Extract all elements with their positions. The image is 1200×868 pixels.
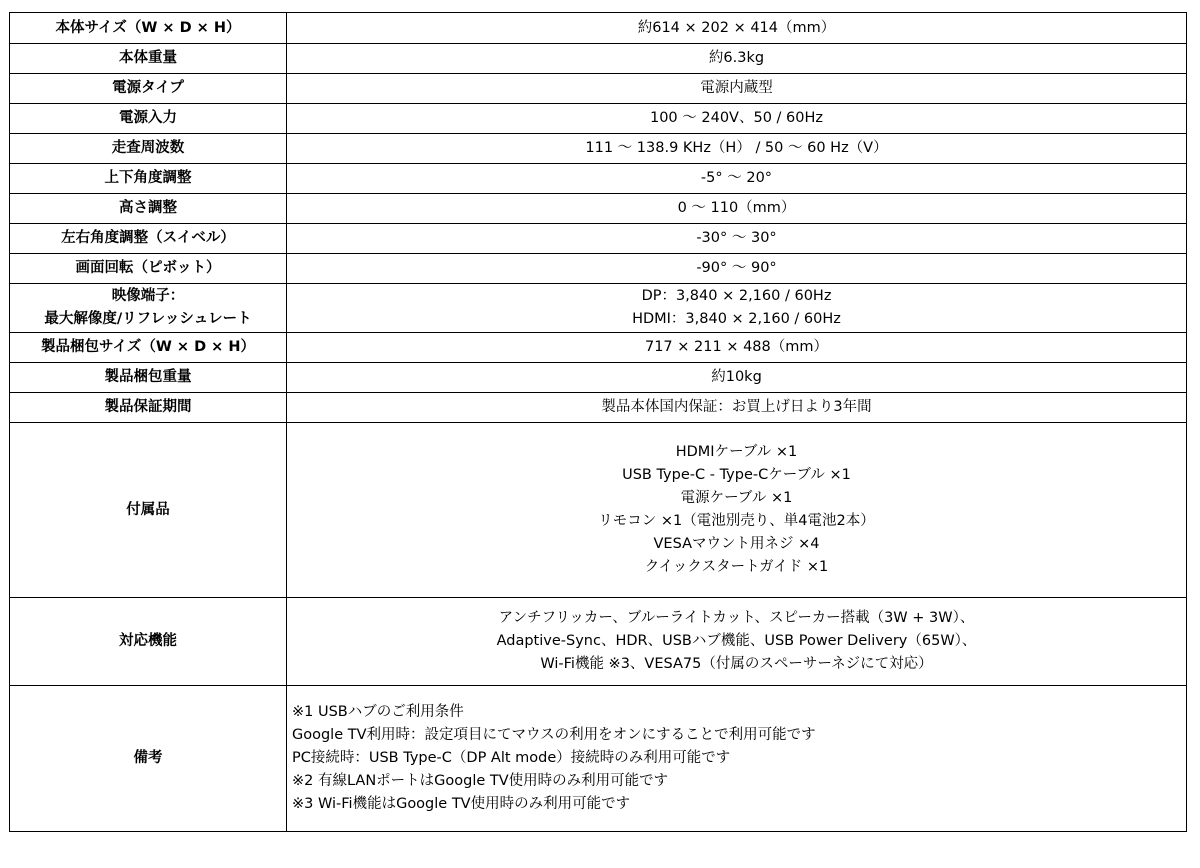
spec-row xyxy=(10,333,1187,363)
spec-label-cell xyxy=(10,44,287,74)
spec-row xyxy=(10,13,1187,44)
spec-value-cell xyxy=(287,224,1187,254)
spec-value-cell xyxy=(287,333,1187,363)
spec-row xyxy=(10,423,1187,598)
spec-value: ※3 Wi-Fi機能はGoogle TV使用時のみ利用可能です xyxy=(292,796,631,812)
spec-value: -5° ～ 20° xyxy=(700,170,773,186)
spec-value: 717 × 211 × 488（mm） xyxy=(644,339,828,355)
spec-label: 備考 xyxy=(133,750,163,766)
spec-value-cell xyxy=(287,363,1187,393)
spec-value-cell xyxy=(287,74,1187,104)
spec-label-cell xyxy=(10,13,287,44)
spec-value-cell xyxy=(287,686,1187,832)
spec-value: 約614 × 202 × 414（mm） xyxy=(637,19,836,36)
spec-label: 最大解像度/リフレッシュレート xyxy=(44,311,252,327)
spec-row xyxy=(10,393,1187,423)
spec-label: 上下角度調整 xyxy=(104,170,192,186)
spec-value-cell xyxy=(287,598,1187,686)
spec-row xyxy=(10,363,1187,393)
spec-value: PC接続時：USB Type-C（DP Alt mode）接続時のみ利用可能です xyxy=(292,750,731,766)
spec-label-cell xyxy=(10,686,287,832)
spec-value: HDMIケーブル ×1 xyxy=(675,444,798,460)
spec-row xyxy=(10,74,1187,104)
spec-value: Wi-Fi機能 ※3、VESA75（付属のスペーサーネジにて対応） xyxy=(540,656,933,672)
spec-value: 製品本体国内保証：お買上げ日より3年間 xyxy=(601,399,872,415)
spec-value-cell xyxy=(287,104,1187,134)
spec-label-cell xyxy=(10,393,287,423)
spec-label: 製品梱包重量 xyxy=(104,369,192,385)
spec-value: リモコン ×1（電池別売り、単4電池2本） xyxy=(598,513,875,529)
spec-value: HDMI：3,840 × 2,160 / 60Hz xyxy=(632,311,841,327)
spec-table xyxy=(9,12,1187,832)
spec-label-cell xyxy=(10,104,287,134)
spec-label: 本体重量 xyxy=(119,50,177,66)
spec-row xyxy=(10,254,1187,284)
spec-label-cell xyxy=(10,224,287,254)
spec-value-cell xyxy=(287,134,1187,164)
spec-value: VESAマウント用ネジ ×4 xyxy=(653,536,820,552)
spec-value: DP：3,840 × 2,160 / 60Hz xyxy=(641,288,832,304)
spec-label: 左右角度調整（スイベル） xyxy=(61,230,235,246)
spec-label-cell xyxy=(10,194,287,224)
spec-row xyxy=(10,686,1187,832)
spec-value: USB Type-C - Type-Cケーブル ×1 xyxy=(622,467,851,483)
spec-row xyxy=(10,134,1187,164)
spec-label-cell xyxy=(10,284,287,333)
spec-label: 映像端子： xyxy=(111,288,185,304)
spec-label: 製品保証期間 xyxy=(104,399,192,415)
spec-value: 111 ～ 138.9 KHz（H） / 50 ～ 60 Hz（V） xyxy=(585,140,888,156)
spec-label: 電源タイプ xyxy=(112,80,184,96)
spec-value: 約6.3kg xyxy=(708,50,765,66)
spec-value: 約10kg xyxy=(711,369,762,385)
spec-value: -90° ～ 90° xyxy=(696,260,777,276)
spec-label-cell xyxy=(10,363,287,393)
spec-label: 対応機能 xyxy=(119,633,177,649)
spec-value: ※2 有線LANポートはGoogle TV使用時のみ利用可能です xyxy=(292,773,669,789)
spec-label: 高さ調整 xyxy=(119,200,177,216)
spec-label-cell xyxy=(10,74,287,104)
spec-row xyxy=(10,104,1187,134)
spec-value: アンチフリッカー、ブルーライトカット、スピーカー搭載（3W + 3W）、 xyxy=(498,610,975,626)
spec-value: -30° ～ 30° xyxy=(696,230,777,246)
spec-value-cell xyxy=(287,164,1187,194)
spec-label: 本体サイズ（W × D × H） xyxy=(55,19,241,36)
spec-label-cell xyxy=(10,423,287,598)
spec-row xyxy=(10,224,1187,254)
spec-row xyxy=(10,44,1187,74)
spec-value-cell xyxy=(287,44,1187,74)
spec-value-cell xyxy=(287,194,1187,224)
spec-value: ※1 USBハブのご利用条件 xyxy=(292,704,464,720)
spec-value: Adaptive-Sync、HDR、USBハブ機能、USB Power Delivery（65W）、 xyxy=(496,633,977,649)
spec-value: 100 ～ 240V、50 / 60Hz xyxy=(649,110,823,126)
spec-row xyxy=(10,284,1187,333)
spec-label-cell xyxy=(10,134,287,164)
spec-value-cell xyxy=(287,423,1187,598)
spec-table-body xyxy=(10,13,1187,832)
spec-value-cell xyxy=(287,284,1187,333)
spec-value-cell xyxy=(287,13,1187,44)
spec-row xyxy=(10,598,1187,686)
spec-value: Google TV利用時：設定項目にてマウスの利用をオンにすることで利用可能です xyxy=(292,727,816,743)
spec-label-cell xyxy=(10,164,287,194)
spec-label: 付属品 xyxy=(126,501,170,518)
spec-label-cell xyxy=(10,333,287,363)
spec-value: 0 ～ 110（mm） xyxy=(677,200,796,216)
spec-value: 電源内蔵型 xyxy=(700,80,773,96)
spec-row xyxy=(10,194,1187,224)
spec-value-cell xyxy=(287,254,1187,284)
spec-label: 画面回転（ピボット） xyxy=(75,260,221,276)
spec-value: 電源ケーブル ×1 xyxy=(680,490,793,506)
spec-label: 走査周波数 xyxy=(111,140,185,156)
spec-value: クイックスタートガイド ×1 xyxy=(644,559,829,575)
spec-value-cell xyxy=(287,393,1187,423)
spec-label: 電源入力 xyxy=(119,110,177,126)
spec-label-cell xyxy=(10,254,287,284)
spec-label-cell xyxy=(10,598,287,686)
spec-label: 製品梱包サイズ（W × D × H） xyxy=(41,339,255,355)
spec-row xyxy=(10,164,1187,194)
